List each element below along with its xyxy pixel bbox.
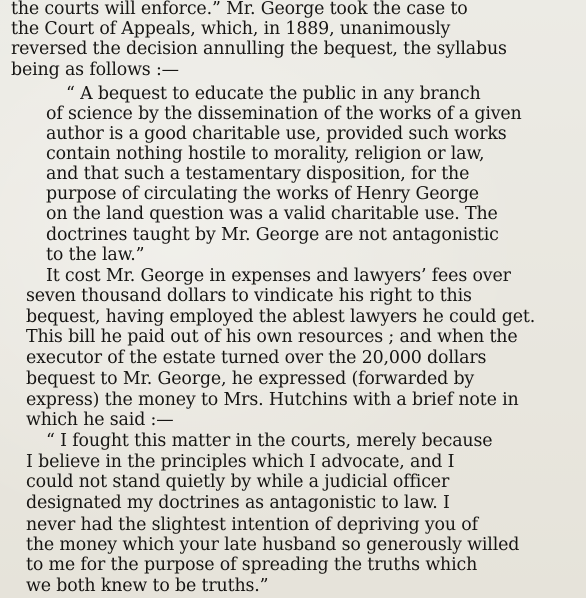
text-line-11: on the land question was a valid charitable use. The	[46, 204, 498, 225]
text-line-9: and that such a testamentary disposition, for the	[46, 164, 470, 185]
text-line-23: I believe in the principles which I advocate, and I	[26, 452, 455, 473]
text-line-20: express) the money to Mrs. Hutchins with a brief note in	[26, 389, 519, 410]
text-line-14: It cost Mr. George in expenses and lawyers’ fees over	[46, 265, 511, 286]
text-line-29: we both knew to be truths.”	[26, 576, 269, 596]
text-line-3: reversed the decision annulling the bequest, the syllabus	[11, 39, 507, 60]
text-line-18: executor of the estate turned over the 20,000 dollars	[26, 348, 487, 369]
text-line-4: being as follows :—	[11, 59, 179, 80]
text-line-16: bequest, having employed the ablest lawyers he could get.	[26, 307, 536, 328]
text-line-28: to me for the purpose of spreading the truths which	[26, 554, 478, 575]
text-line-19: bequest to Mr. George, he expressed (forwarded by	[26, 368, 475, 389]
text-line-2: the Court of Appeals, which, in 1889, unanimously	[11, 19, 451, 40]
text-line-7: author is a good charitable use, provided such works	[46, 123, 507, 144]
text-line-12: doctrines taught by Mr. George are not antagonistic	[46, 224, 499, 245]
text-line-8: contain nothing hostile to morality, religion or law,	[46, 144, 485, 164]
text-line-17: This bill he paid out of his own resources ; and when the	[26, 327, 518, 348]
text-line-24: could not stand quietly by while a judicial officer	[26, 472, 450, 493]
text-line-5: “ A bequest to educate the public in any branch	[66, 83, 481, 104]
text-line-26: never had the slightest intention of depriving you of	[26, 514, 478, 535]
text-line-13: to the law.”	[46, 244, 145, 265]
text-line-22: “ I fought this matter in the courts, merely because	[46, 431, 493, 452]
text-line-25: designated my doctrines as antagonistic to law. I	[26, 493, 450, 514]
text-line-6: of science by the dissemination of the works of a given	[46, 103, 522, 124]
text-line-10: purpose of circulating the works of Henry George	[46, 184, 479, 205]
text-line-21: which he said :—	[26, 409, 174, 430]
text-line-1: the courts will enforce.” Mr. George took the case to	[11, 0, 468, 20]
text-line-15: seven thousand dollars to vindicate his right to this	[26, 286, 472, 307]
text-line-27: the money which your late husband so generously willed	[26, 534, 520, 555]
